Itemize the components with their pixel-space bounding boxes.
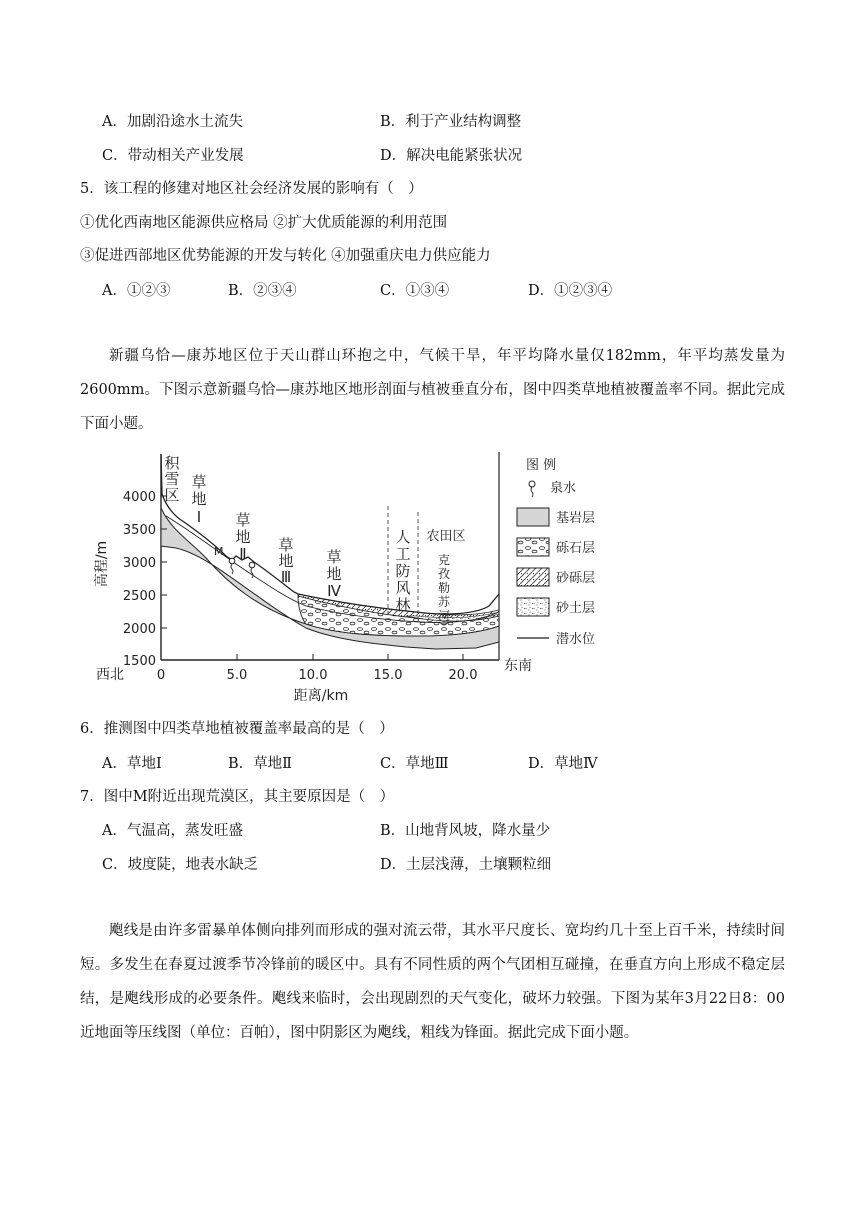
legend-bedrock-swatch xyxy=(517,508,549,526)
direction-southeast: 东南 xyxy=(504,658,532,674)
y-tick-label: 3000 xyxy=(122,556,156,571)
q7-option-c: C．坡度陡，地表水缺乏 xyxy=(102,857,259,873)
legend-gravel-label: 砾石层 xyxy=(556,541,596,556)
q6-option-a: A．草地Ⅰ xyxy=(102,756,162,772)
q7-option-d: D．土层浅薄，土壤颗粒细 xyxy=(380,857,552,873)
zone-grass1-char: 地 xyxy=(191,490,207,508)
zone-grass3-char: 草 xyxy=(278,536,294,554)
zone-grass2-char: 地 xyxy=(235,528,251,546)
river-label-char: 勒 xyxy=(437,581,451,595)
x-tick-label: 10.0 xyxy=(298,668,328,683)
zone-farmland: 农田区 xyxy=(426,529,466,544)
q7-option-b: B．山地背风坡，降水量少 xyxy=(380,823,551,839)
q7-option-a: A．气温高，蒸发旺盛 xyxy=(102,823,243,839)
marker-m: M xyxy=(214,545,224,558)
legend-spring-label: 泉水 xyxy=(550,481,577,496)
legend-sandsoil-label: 砂土层 xyxy=(556,601,596,616)
q4-option-b: B．利于产业结构调整 xyxy=(380,114,522,130)
q5-option-b: B．②③④ xyxy=(228,283,297,299)
legend-sandsoil-swatch xyxy=(517,598,549,616)
q5-stem: 5．该工程的修建对地区社会经济发展的影响有（ ） xyxy=(80,181,423,197)
zone-grass4-char: 地 xyxy=(326,565,342,583)
legend-spring-icon xyxy=(529,481,535,497)
legend-title: 图 例 xyxy=(526,458,557,473)
y-tick-label: 2000 xyxy=(122,622,156,637)
zone-grass1-char: Ⅰ xyxy=(196,508,202,526)
zone-forest-char: 林 xyxy=(395,596,411,614)
zone-snow-char: 积 xyxy=(164,454,180,472)
q5-items-line2: ③促进西部地区优势能源的开发与转化 ④加强重庆电力供应能力 xyxy=(80,248,491,264)
q6-stem: 6．推测图中四类草地植被覆盖率最高的是（ ） xyxy=(80,721,394,737)
river-label-char: 苏 xyxy=(437,595,451,609)
zone-grass2-char: 草 xyxy=(235,511,251,529)
y-axis-label: 高程/m xyxy=(94,540,110,588)
legend-gravel-swatch xyxy=(517,538,549,556)
zone-grass4-char: 草 xyxy=(326,548,342,566)
legend-watertable-label: 潜水位 xyxy=(556,632,596,647)
y-tick-label: 1500 xyxy=(122,654,156,669)
zone-grass2-char: Ⅱ xyxy=(239,545,247,563)
zone-grass4-char: Ⅳ xyxy=(327,582,341,600)
passage-squall-line: 飑线是由许多雷暴单体侧向排列而形成的强对流云带，其水平尺度长、宽均约几十至上百千米，持续时间短。多发生在春夏过渡季节冷锋前的暖区中。具有不同性质的两个气团相互碰撞，在垂直方向上形成不稳定层结，是飑线形成的必要条件。飑线来临时，会出现剧烈的天气变化，破坏力较强。下图为某年3月22日8：00近地面等压线图（单位：百帕），图中阴影区为飑线，粗线为锋面。据此完成下面小题。 xyxy=(80,923,785,1041)
q4-option-d: D．解决电能紧张状况 xyxy=(380,148,523,164)
q6-option-b: B．草地Ⅱ xyxy=(228,756,293,772)
river-label-char: 孜 xyxy=(437,567,451,581)
river-label-char: 克 xyxy=(437,553,451,567)
zone-grass1-char: 草 xyxy=(191,473,207,491)
passage-xinjiang: 新疆乌恰—康苏地区位于天山群山环抱之中，气候干旱，年平均降水量仅182mm，年平均蒸发量为2600mm。下图示意新疆乌恰—康苏地区地形剖面与植被垂直分布，图中四类草地植被覆盖率不同。据此完成下面小题。 xyxy=(80,348,785,432)
zone-forest-char: 防 xyxy=(395,562,411,580)
zone-forest-char: 工 xyxy=(395,545,411,563)
legend-sandgravel-swatch xyxy=(517,568,549,586)
x-tick-label: 0 xyxy=(156,668,166,683)
zone-forest-char: 风 xyxy=(395,579,411,597)
q7-stem: 7．图中M附近出现荒漠区，其主要原因是（ ） xyxy=(80,789,395,805)
zone-forest-char: 人 xyxy=(395,528,411,546)
x-tick-label: 15.0 xyxy=(373,668,403,683)
zone-snow-char: 雪 xyxy=(164,470,180,488)
q5-option-d: D．①②③④ xyxy=(528,283,613,299)
q6-option-c: C．草地Ⅲ xyxy=(380,756,449,772)
zone-grass3-char: Ⅲ xyxy=(280,568,292,586)
x-ticks xyxy=(157,654,478,683)
x-axis-label: 距离/km xyxy=(293,688,349,704)
legend-bedrock-label: 基岩层 xyxy=(556,511,596,526)
q5-items-line1: ①优化西南地区能源供应格局 ②扩大优质能源的利用范围 xyxy=(80,215,448,231)
q4-option-c: C．带动相关产业发展 xyxy=(102,148,244,164)
zone-grass3-char: 地 xyxy=(278,552,294,570)
y-tick-label: 3500 xyxy=(122,523,156,538)
q4-option-a: A．加剧沿途水土流失 xyxy=(102,114,243,130)
spring-icon xyxy=(229,558,235,574)
direction-northwest: 西北 xyxy=(96,667,124,683)
legend xyxy=(517,458,595,647)
x-tick-label: 20.0 xyxy=(448,668,478,683)
zone-snow-char: 区 xyxy=(164,486,180,504)
q6-option-d: D．草地Ⅳ xyxy=(528,756,598,772)
q5-option-a: A．①②③ xyxy=(102,283,171,299)
x-tick-label: 5.0 xyxy=(226,668,248,683)
river-label-char: 河 xyxy=(437,609,451,623)
legend-sandgravel-label: 砂砾层 xyxy=(556,571,596,586)
y-tick-label: 2500 xyxy=(122,589,156,604)
y-tick-label: 4000 xyxy=(122,490,156,505)
q5-option-c: C．①③④ xyxy=(380,283,450,299)
terrain-profile-figure xyxy=(76,446,616,708)
